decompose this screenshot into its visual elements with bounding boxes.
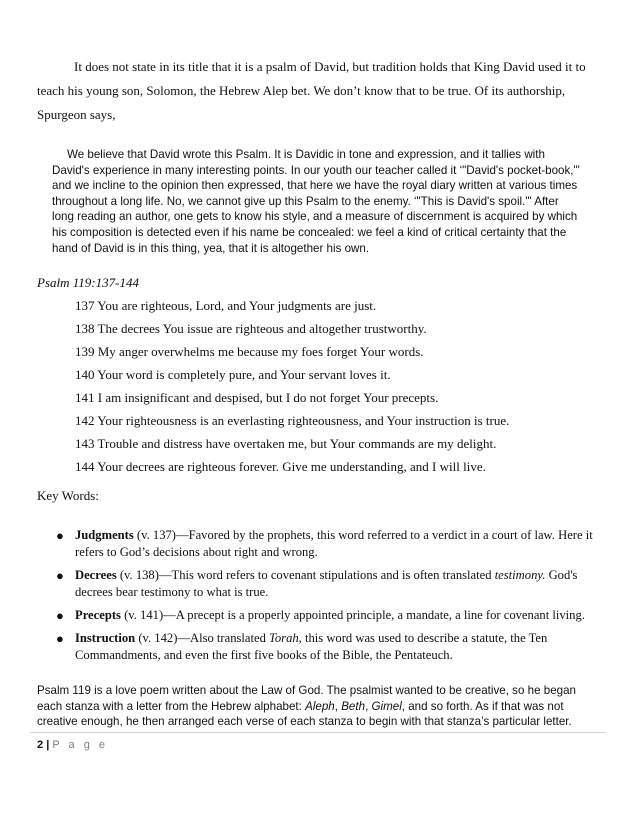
verse-item: 137 You are righteous, Lord, and Your judgments are just.	[75, 298, 377, 313]
closing-paragraph	[37, 683, 603, 730]
bullet-icon: ●	[56, 631, 64, 646]
bullet-icon: ●	[56, 568, 64, 583]
key-word-item	[56, 630, 605, 664]
page-label: P a g e	[52, 739, 108, 751]
verse-item: 143 Trouble and distress have overtaken me, but Your commands are my delight.	[75, 436, 497, 451]
bullet-icon: ●	[56, 528, 64, 543]
psalm-reference: Psalm 119:137-144	[37, 275, 139, 290]
key-word-tail: God's decrees bear testimony to what is true.	[75, 568, 578, 599]
key-word-ref: (v. 137)	[133, 528, 176, 542]
page-number: 2	[37, 739, 44, 751]
key-word-item	[56, 567, 605, 601]
key-word-term: Precepts	[75, 608, 121, 622]
key-word-tail: this word was used to describe a statute, the Ten Commandments, and even the first five books of the Bible, the Pentateuch.	[75, 631, 548, 662]
key-word-ref: (v. 142)	[135, 631, 178, 645]
key-word-text: —Favored by the prophets, this word referred to a verdict in a court of law. Here it refers to God’s decisions about right and wrong.	[75, 528, 593, 559]
closing-text-b: , and so forth. As if that was not creative enough, he then arranged each verse of each stanza to begin with that stanza’s particular letter.	[37, 699, 572, 729]
key-word-term: Instruction	[75, 631, 136, 645]
verse-item: 140 Your word is completely pure, and Your servant loves it.	[75, 367, 391, 382]
letter-aleph: Aleph	[305, 699, 335, 713]
closing-comma: ,	[334, 699, 342, 713]
key-word-text: —This word refers to covenant stipulations and is often translated	[158, 568, 495, 582]
verse-item: 139 My anger overwhelms me because my foes forget Your words.	[75, 344, 424, 359]
key-word-term: Decrees	[75, 568, 117, 582]
footer-separator: |	[46, 739, 50, 751]
verse-item: 138 The decrees You issue are righteous and altogether trustworthy.	[75, 321, 427, 336]
key-word-text: —A precept is a properly appointed principle, a mandate, a line for covenant living.	[163, 608, 585, 622]
key-word-item	[56, 527, 605, 561]
page-footer	[37, 739, 108, 751]
closing-text-a: Psalm 119 is a love poem written about the Law of God. The psalmist wanted to be creative, so he began each stanza with a letter from the Hebrew alphabet:	[37, 684, 576, 713]
key-word-term: Judgments	[75, 528, 134, 542]
bullet-icon: ●	[56, 608, 64, 623]
key-words-list	[56, 527, 605, 670]
key-words-heading: Key Words:	[37, 488, 99, 503]
closing-comma: ,	[365, 699, 372, 713]
verse-item: 141 I am insignificant and despised, but I do not forget Your precepts.	[75, 390, 439, 405]
key-word-item	[56, 607, 605, 624]
key-word-ref: (v. 141)	[120, 608, 164, 622]
letter-beth: Beth	[341, 699, 366, 713]
key-word-italic: testimony.	[494, 568, 546, 582]
key-word-italic: Torah,	[269, 631, 302, 645]
letter-gimel: Gimel	[371, 699, 402, 713]
verse-item: 144 Your decrees are righteous forever. Give me understanding, and I will live.	[75, 459, 486, 474]
key-word-ref: (v. 138)	[116, 568, 159, 582]
verse-item: 142 Your righteousness is an everlasting righteousness, and Your instruction is true.	[75, 413, 510, 428]
intro-paragraph: It does not state in its title that it is a psalm of David, but tradition holds that King David used it to teach his young son, Solomon, the Hebrew Alep bet. We don’t know that to be true. Of its authorship, Spurgeon says,	[37, 59, 586, 122]
spurgeon-quote: We believe that David wrote this Psalm. It is Davidic in tone and expression, and it tallies with David's experience in many interesting points. In our youth our teacher called it ‘"David's pocket-book,"' and we incline to the opinion then expressed, that here we have the royal diary written at various times throughout a long life. No, we cannot give up this Psalm to the enemy. ‘"This is David's spoil."' After long reading an author, one gets to know his style, and a measure of discernment is acquired by which his composition is detected even if his name be concealed: we feel a kind of critical certainty that the hand of David is in this thing, yea, that it is altogether his own.	[52, 148, 580, 255]
footer-divider	[30, 732, 606, 733]
verse-list	[75, 297, 509, 481]
key-word-text: —Also translated	[177, 631, 270, 645]
